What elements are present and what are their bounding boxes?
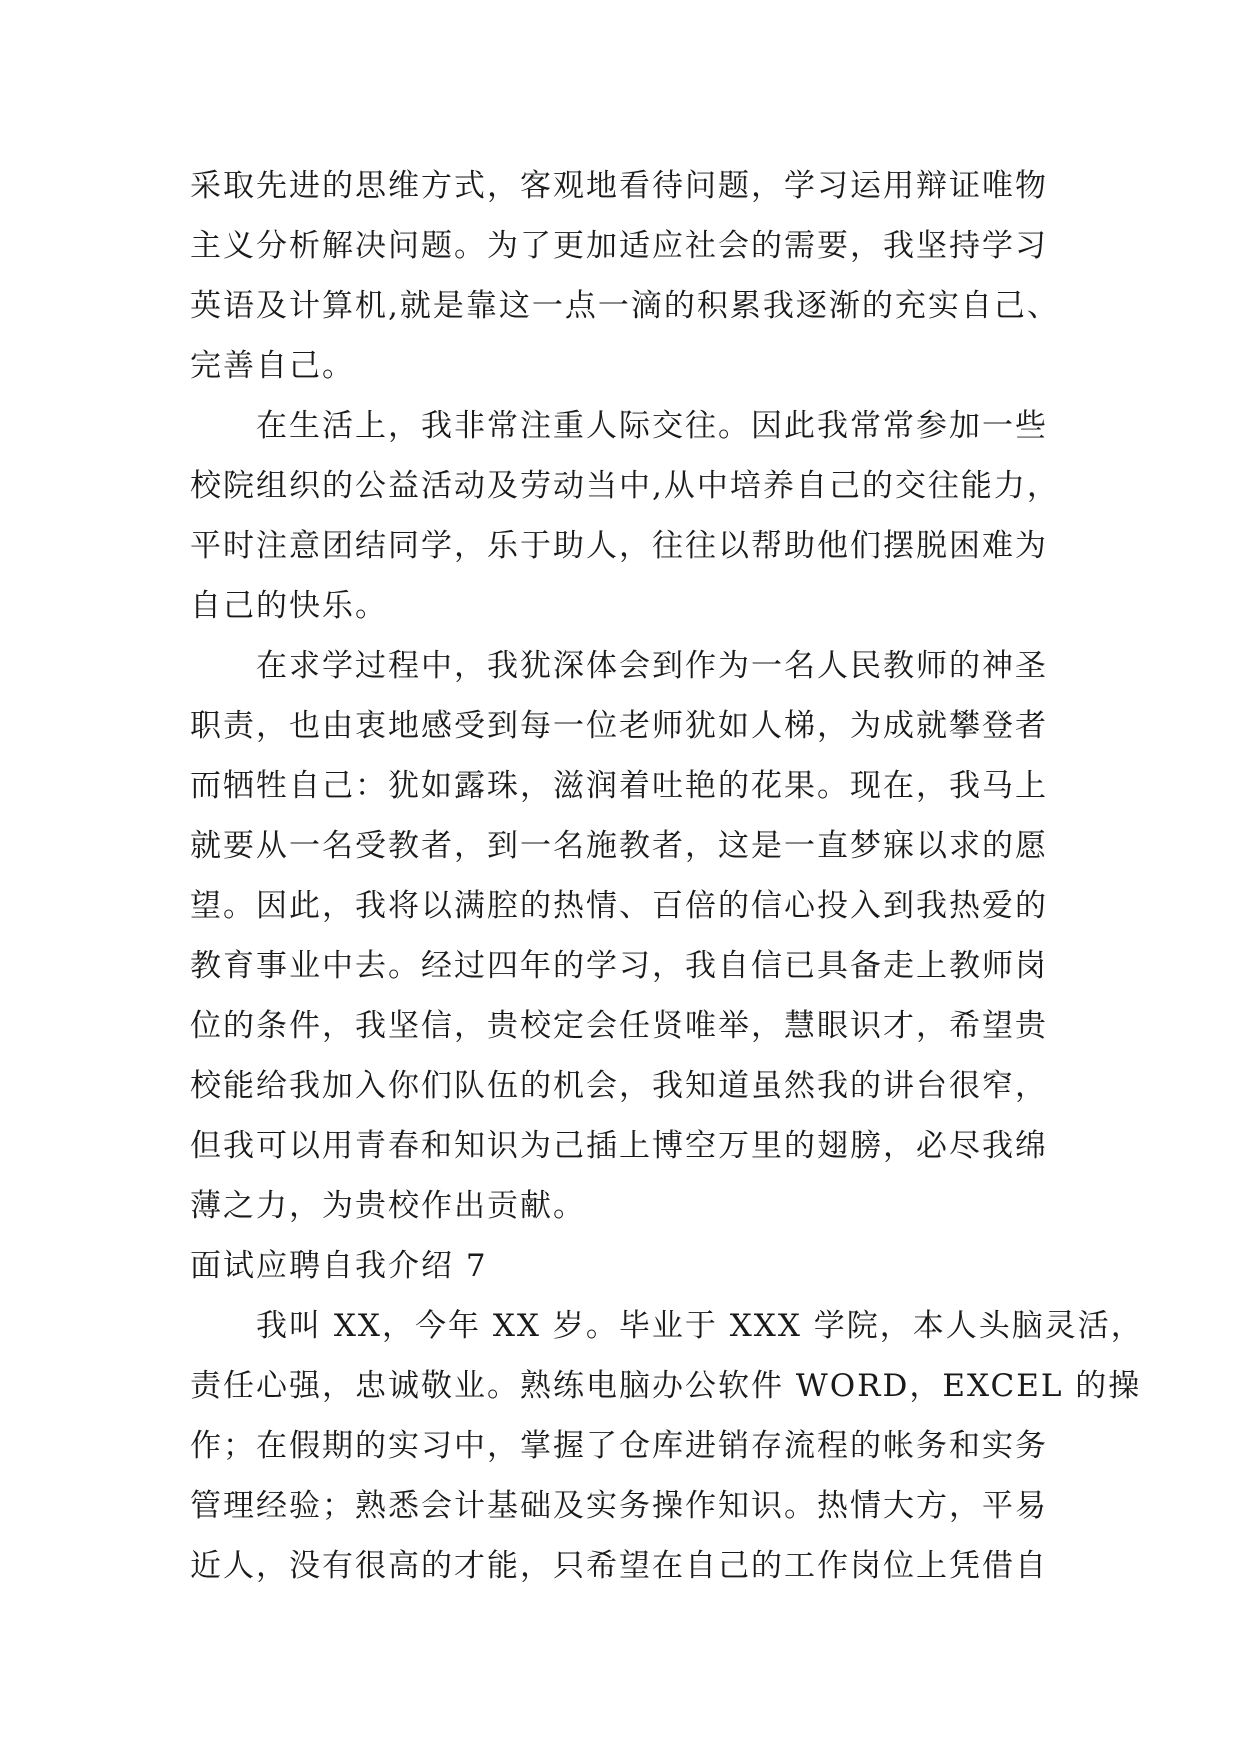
section-heading: 面试应聘自我介绍 7 bbox=[190, 1248, 488, 1284]
text-line: 英语及计算机,就是靠这一点一滴的积累我逐渐的充实自己、 bbox=[190, 288, 1060, 324]
text-line: 职责，也由衷地感受到每一位老师犹如人梯，为成就攀登者 bbox=[190, 708, 1048, 744]
text-line: 教育事业中去。经过四年的学习，我自信已具备走上教师岗 bbox=[190, 948, 1048, 984]
text-line: 近人，没有很高的才能，只希望在自己的工作岗位上凭借自 bbox=[190, 1548, 1048, 1584]
text-line: 校院组织的公益活动及劳动当中,从中培养自己的交往能力， bbox=[190, 468, 1060, 504]
paragraph-first-line: 我叫 XX，今年 XX 岁。毕业于 XXX 学院，本人头脑灵活， bbox=[256, 1308, 1144, 1344]
text-line: 自己的快乐。 bbox=[190, 588, 388, 624]
text-line: 作；在假期的实习中，掌握了仓库进销存流程的帐务和实务 bbox=[190, 1428, 1048, 1464]
paragraph-first-line: 在求学过程中，我犹深体会到作为一名人民教师的神圣 bbox=[256, 648, 1048, 684]
text-line: 管理经验；熟悉会计基础及实务操作知识。热情大方，平易 bbox=[190, 1488, 1048, 1524]
text-line: 望。因此，我将以满腔的热情、百倍的信心投入到我热爱的 bbox=[190, 888, 1048, 924]
text-line: 就要从一名受教者，到一名施教者，这是一直梦寐以求的愿 bbox=[190, 828, 1048, 864]
text-line: 薄之力，为贵校作出贡献。 bbox=[190, 1188, 586, 1224]
text-line: 位的条件，我坚信，贵校定会任贤唯举，慧眼识才，希望贵 bbox=[190, 1008, 1048, 1044]
text-line: 责任心强，忠诚敬业。熟练电脑办公软件 WORD，EXCEL 的操 bbox=[190, 1368, 1142, 1404]
text-line: 主义分析解决问题。为了更加适应社会的需要，我坚持学习 bbox=[190, 228, 1048, 264]
text-line: 而牺牲自己：犹如露珠，滋润着吐艳的花果。现在，我马上 bbox=[190, 768, 1048, 804]
text-line: 完善自己。 bbox=[190, 348, 355, 384]
text-line: 采取先进的思维方式，客观地看待问题，学习运用辩证唯物 bbox=[190, 168, 1048, 204]
text-line: 平时注意团结同学，乐于助人，往往以帮助他们摆脱困难为 bbox=[190, 528, 1048, 564]
text-line: 校能给我加入你们队伍的机会，我知道虽然我的讲台很窄， bbox=[190, 1068, 1048, 1104]
paragraph-first-line: 在生活上，我非常注重人际交往。因此我常常参加一些 bbox=[256, 408, 1048, 444]
text-line: 但我可以用青春和知识为己插上博空万里的翅膀，必尽我绵 bbox=[190, 1128, 1048, 1164]
